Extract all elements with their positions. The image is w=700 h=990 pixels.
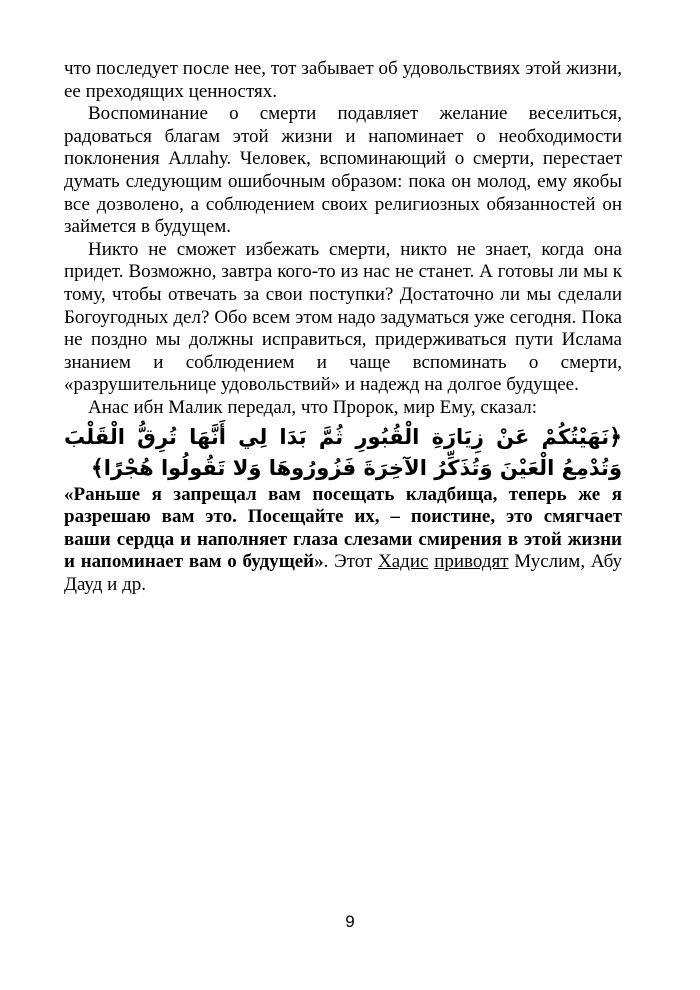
paragraph-hadith-intro: Анас ибн Малик передал, что Пророк, мир Ему, сказал: — [88, 396, 538, 418]
arabic-hadith-body: نَهَيْتُكُمْ عَنْ زِيَارَةِ الْقُبُورِ ثُمَّ بَدَا لِي أَنَّهَا تُرِقُّ الْقَلْبَ وَتُدْمِعُ الْعَيْنَ وَتُذَكِّرُ الآخِرَةَ فَزُورُوهَا وَلا تَقُولُوا هُجْرًا — [64, 424, 622, 480]
paragraph-remembrance: Воспоминание о смерти подавляет желание веселиться, радоваться благам этой жизни и напоминает о необходимости поклонения Аллаhу. Человек, вспоминающий о смерти, перестает думать следующим ошибочным образом: пока он молод, ему якобы все дозволено, а соблюдением своих религиозных обязанностей он займется в будущем. — [64, 103, 622, 238]
hadith-after-bold: . Этот — [323, 551, 379, 573]
arabic-hadith-text — [64, 422, 622, 484]
hadith-verb: приводят — [434, 551, 509, 573]
hadith-translation-bold: «Раньше я запрещал вам посещать кладбища, теперь же я разрешаю вам это. Посещайте их, – поистине, это смягчает ваши сердца и наполняет глаза слезами смирения в этой жизни и напоминает вам о будущей» — [64, 483, 622, 573]
page-body — [64, 58, 622, 596]
page-number: 9 — [345, 912, 355, 931]
paragraph-no-escape: Никто не сможет избежать смерти, никто не знает, когда она придет. Возможно, завтра кого-то из нас не станет. А готовы ли мы к тому, чтобы отвечать за свои поступки? Достаточно ли мы сделали Богоугодных дел? Обо всем этом надо задуматься уже сегодня. Пока не поздно мы должны исправиться, придерживаться пути Ислама знанием и соблюдением и чаще вспоминать о смерти, «разрушительнице удовольствий» и надежд на долгое будущее. — [64, 238, 622, 396]
ornate-open-bracket: ﴿ — [609, 424, 622, 450]
hadith-translation — [64, 484, 622, 597]
hadith-sources: Муслим, Абу Дауд и др. — [64, 551, 623, 595]
hadith-term: Хадис — [378, 551, 429, 573]
paragraph-continuation: что последует после нее, тот забывает об удовольствиях этой жизни, ее преходящих ценностях. — [64, 58, 622, 102]
ornate-close-bracket: ﴾ — [90, 455, 104, 481]
